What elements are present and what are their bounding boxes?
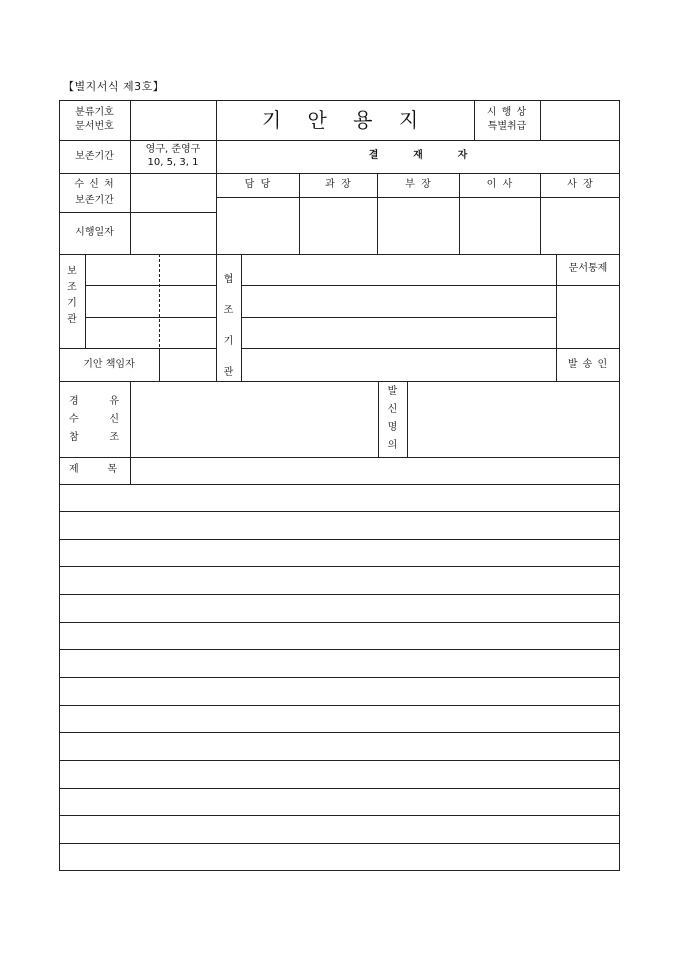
draft-form (59, 100, 620, 871)
recipient-retention-label: 보존기간 (75, 195, 114, 206)
drafter-label: 기안 책임자 (83, 359, 135, 370)
sender-name-label: 발 신 명 의 (387, 386, 398, 451)
execution-label: 시 행 상 (486, 107, 528, 118)
document-number-label: 문서번호 (75, 121, 114, 132)
approval-position-director: 이 사 (486, 179, 513, 190)
approval-position-staff: 담 당 (244, 179, 271, 190)
execution-date-label: 시행일자 (75, 227, 114, 238)
form-label: 【별지서식 제3호】 (63, 80, 165, 93)
classification-code-label: 분류기호 (75, 107, 114, 118)
approval-position-section-chief: 과 장 (325, 179, 351, 190)
sender-label: 발 송 인 (567, 359, 609, 370)
approval-header: 결 재 자 (368, 150, 468, 161)
approval-position-president: 사 장 (567, 179, 593, 190)
retention-label: 보존기간 (75, 151, 114, 162)
cooperation-agency-label: 협 조 기 관 (223, 274, 234, 378)
retention-value-1: 영구, 준영구 (145, 144, 201, 155)
page-title: 기 안 용 지 (261, 108, 429, 132)
assist-agency-label: 보 조 기 관 (67, 266, 77, 325)
routing-labels: 경 유 수 신 참 조 (69, 396, 119, 443)
retention-value-2: 10, 5, 3, 1 (147, 157, 199, 168)
approval-position-dept-head: 부 장 (405, 179, 431, 190)
recipient-label: 수 신 처 (74, 179, 115, 190)
special-handling-label: 특별취급 (487, 121, 527, 132)
form-grid-lines (59, 100, 620, 871)
subject-label: 제 목 (69, 464, 117, 475)
doc-control-label: 문서통제 (568, 263, 608, 274)
